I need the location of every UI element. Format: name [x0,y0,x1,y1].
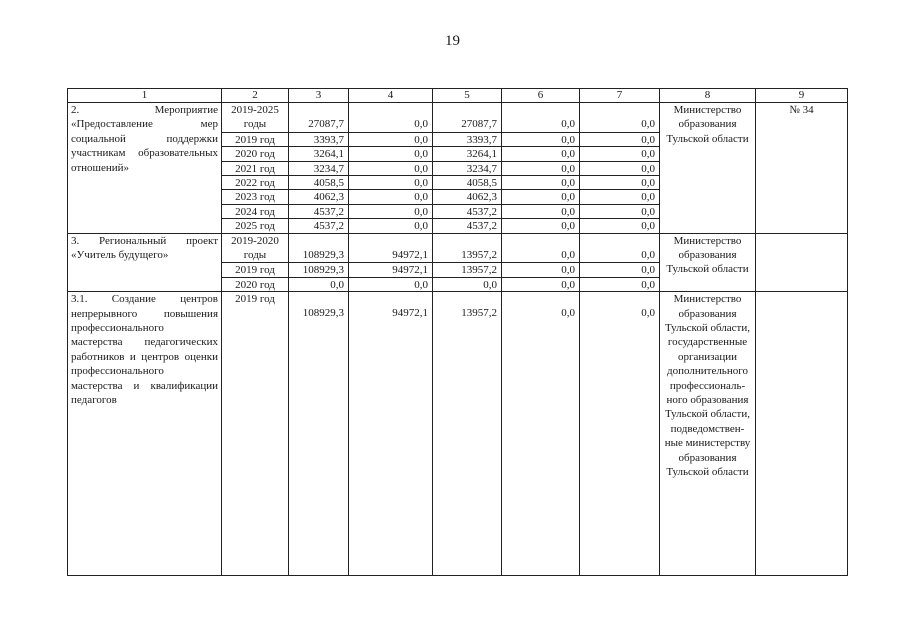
amount-col5-value: 4058,5 [433,175,501,189]
amount-col5-value: 4062,3 [433,189,501,203]
amount-col5-value: 13957,2 [433,262,501,276]
amount-col7-value: 0,0 [580,189,659,203]
amount-col4-value: 0,0 [349,204,432,218]
amount-col7-value: 0,0 [580,262,659,276]
amount-col7-value: 0,0 [580,132,659,146]
amount-col4-value: 0,0 [349,175,432,189]
note [756,292,848,576]
amount-col5-value: 13957,2 [461,248,497,261]
amount-col5-cell [433,103,502,234]
amount-col5-cell [433,292,502,576]
amount-col3-value: 3264,1 [289,146,348,160]
period-value: 2024 год [222,204,288,218]
amount-col3-cell [289,103,349,234]
amount-col3-value: 3234,7 [289,161,348,175]
amount-col3-cell [289,233,349,292]
amount-col6-value: 0,0 [561,248,575,261]
amount-col4-value: 0,0 [349,277,432,291]
executor: Министерство образования Тульской области, государственные организации дополнительного профессиональ-ного образования Тульской области, подведомствен-ные министерству образования Тульской области [660,292,756,576]
amount-col5-value: 4537,2 [433,204,501,218]
period-value: 2023 год [222,189,288,203]
amount-col6-value: 0,0 [502,204,579,218]
amount-col7-value: 0,0 [580,277,659,291]
period-value: 2019-2020 годы [231,234,279,261]
period-value: 2019 год [222,262,288,276]
amount-col5-value: 3234,7 [433,161,501,175]
amount-col6-value: 0,0 [502,262,579,276]
amount-col4-value: 0,0 [349,146,432,160]
period-value: 2020 год [222,277,288,291]
table-row [68,292,848,576]
amount-col3-value: 108929,3 [302,307,344,320]
amount-col3-value: 0,0 [289,277,348,291]
amount-col7-value: 0,0 [641,248,655,261]
amount-col5-value: 13957,2 [461,307,497,320]
amount-col6-value: 0,0 [502,175,579,189]
amount-col7-value: 0,0 [580,175,659,189]
amount-col6-cell [502,233,580,292]
amount-col7-value: 0,0 [580,204,659,218]
amount-col7-cell [580,103,660,234]
amount-col6-value: 0,0 [502,277,579,291]
amount-col4-value: 94972,1 [392,248,428,261]
amount-col4-value: 94972,1 [349,262,432,276]
amount-col3-value: 108929,3 [289,262,348,276]
amount-col3-value: 3393,7 [289,132,348,146]
period-value: 2019-2025 годы [231,104,279,131]
header-cell: 2 [222,89,289,103]
period-value: 2022 год [222,175,288,189]
amount-col3-value: 4537,2 [289,204,348,218]
header-cell: 8 [660,89,756,103]
amount-col4-value: 0,0 [349,218,432,232]
amount-col5-value: 4537,2 [433,218,501,232]
period-value: 2019 год [235,293,275,306]
amount-col6-cell [502,103,580,234]
amount-col7-value: 0,0 [641,118,655,130]
amount-col7-cell [580,292,660,576]
amount-col4-value: 0,0 [349,132,432,146]
activity-name: 3.1. Создание центров непрерывного повышения профессионального мастерства педагогических работников и центров оценки профессионального мастерства и квалификации педагогов [68,292,222,576]
amount-col3-cell [289,292,349,576]
amount-col4-value: 0,0 [349,189,432,203]
amount-col3-value: 27087,7 [308,118,344,130]
header-row [68,89,848,103]
executor: Министерство образования Тульской области [660,233,756,292]
amount-col5-value: 3393,7 [433,132,501,146]
period-cell [222,103,289,234]
activity-name: 3. Региональный проект «Учитель будущего» [68,233,222,292]
amount-col4-cell [349,233,433,292]
amount-col6-value: 0,0 [561,118,575,130]
period-value: 2025 год [222,218,288,232]
header-cell: 9 [756,89,848,103]
amount-col7-value: 0,0 [580,146,659,160]
amount-col5-cell [433,233,502,292]
table-row [68,233,848,292]
amount-col3-value: 4058,5 [289,175,348,189]
amount-col6-value: 0,0 [502,189,579,203]
amount-col4-cell [349,103,433,234]
amount-col3-value: 108929,3 [302,248,344,261]
period-value: 2019 год [222,132,288,146]
note: № 34 [756,103,848,234]
note [756,233,848,292]
header-cell: 3 [289,89,349,103]
header-cell: 4 [349,89,433,103]
amount-col6-cell [502,292,580,576]
amount-col6-value: 0,0 [561,307,575,320]
header-cell: 1 [68,89,222,103]
executor: Министерство образования Тульской области [660,103,756,234]
amount-col6-value: 0,0 [502,132,579,146]
period-cell [222,233,289,292]
amount-col7-cell [580,233,660,292]
amount-col6-value: 0,0 [502,218,579,232]
amount-col3-value: 4062,3 [289,189,348,203]
amount-col6-value: 0,0 [502,146,579,160]
amount-col6-value: 0,0 [502,161,579,175]
period-cell [222,292,289,576]
amount-col4-cell [349,292,433,576]
amount-col7-value: 0,0 [641,307,655,320]
program-table [67,88,848,576]
amount-col7-value: 0,0 [580,161,659,175]
period-value: 2021 год [222,161,288,175]
amount-col5-value: 0,0 [433,277,501,291]
header-cell: 7 [580,89,660,103]
amount-col4-value: 0,0 [349,161,432,175]
activity-name: 2. Мероприятие «Предоставление мер социальной поддержки участникам образовательных отношений» [68,103,222,234]
amount-col7-value: 0,0 [580,218,659,232]
header-cell: 6 [502,89,580,103]
amount-col4-value: 0,0 [414,118,428,130]
amount-col5-value: 3264,1 [433,146,501,160]
table-row [68,103,848,234]
header-cell: 5 [433,89,502,103]
page-number: 19 [445,33,460,49]
amount-col4-value: 94972,1 [392,307,428,320]
amount-col5-value: 27087,7 [461,118,497,130]
amount-col3-value: 4537,2 [289,218,348,232]
period-value: 2020 год [222,146,288,160]
